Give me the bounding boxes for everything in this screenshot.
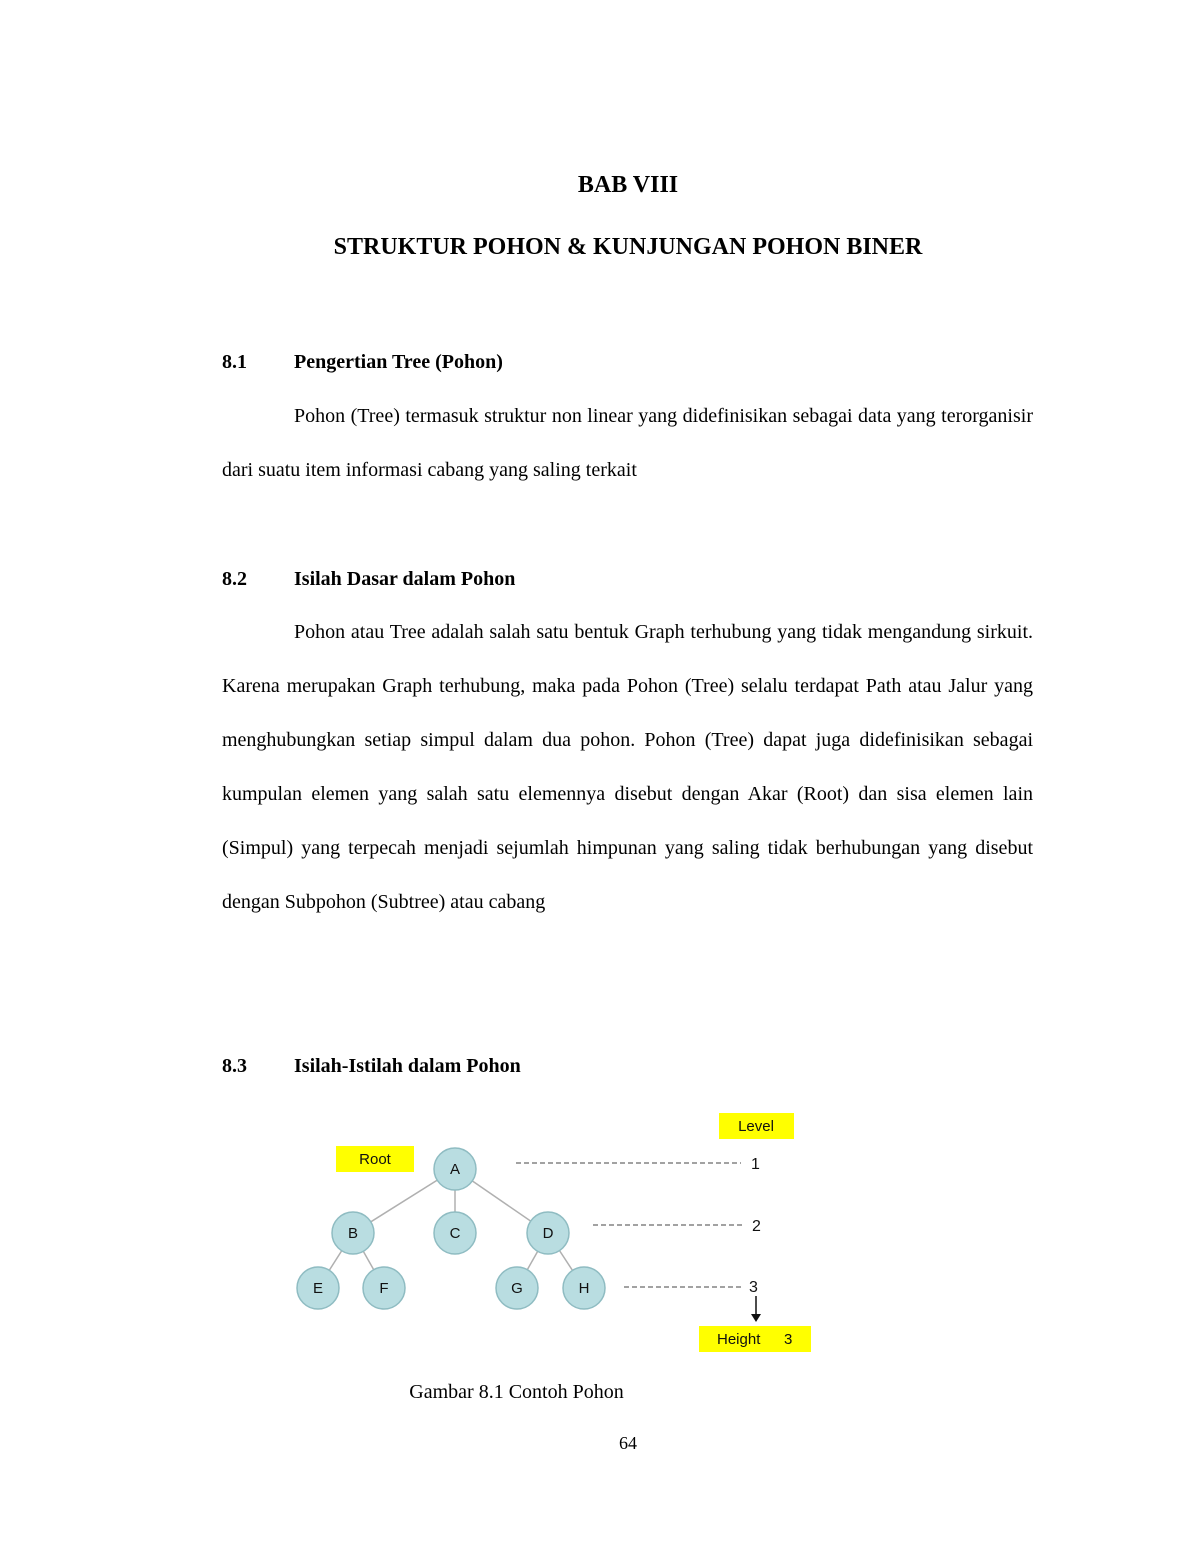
level-number: 2	[752, 1218, 761, 1235]
tree-node-label: A	[449, 1161, 461, 1178]
section-title: Pengertian Tree (Pohon)	[294, 351, 503, 373]
tree-node-label: E	[312, 1280, 324, 1297]
tree-node-label: G	[511, 1280, 523, 1297]
level-label: Level	[738, 1118, 774, 1135]
level-number: 1	[751, 1156, 760, 1173]
tree-node-label: C	[449, 1225, 461, 1242]
tree-node-label: H	[578, 1280, 590, 1297]
chapter-title: STRUKTUR POHON & KUNJUNGAN POHON BINER	[333, 234, 923, 260]
section-number: 8.3	[222, 1055, 247, 1077]
tree-node-label: D	[542, 1225, 554, 1242]
tree-node-label: B	[347, 1225, 359, 1242]
height-label: Height	[717, 1331, 761, 1348]
section-paragraph: Pohon (Tree) termasuk struktur non linear yang didefinisikan sebagai data yang terorganisir dari suatu item informasi cabang yang saling terkait	[222, 405, 1033, 481]
page-number: 64	[619, 1433, 637, 1453]
section-paragraph: Pohon atau Tree adalah salah satu bentuk Graph terhubung yang tidak mengandung sirkuit. Karena merupakan Graph terhubung, maka pada Pohon (Tree) selalu terdapat Path atau Jalur yang menghubungkan setiap simpul dalam dua pohon. Pohon (Tree) dapat juga didefinisikan sebagai kumpulan elemen yang salah satu elemennya disebut dengan Akar (Root) dan sisa elemen lain (Simpul) yang terpecah menjadi sejumlah himpunan yang saling tidak berhubungan yang disebut dengan Subpohon (Subtree) atau cabang	[222, 621, 1033, 913]
level-number: 3	[749, 1279, 758, 1296]
height-value: 3	[784, 1331, 793, 1348]
figure-caption: Gambar 8.1 Contoh Pohon	[409, 1381, 624, 1403]
section-title: Isilah Dasar dalam Pohon	[294, 568, 516, 590]
tree-node-label: F	[379, 1280, 389, 1297]
section-number: 8.1	[222, 351, 247, 373]
root-label: Root	[359, 1151, 391, 1168]
section-number: 8.2	[222, 568, 247, 590]
arrow-head-icon	[751, 1314, 761, 1322]
section-title: Isilah-Istilah dalam Pohon	[294, 1055, 521, 1077]
chapter-heading: BAB VIII	[577, 172, 679, 198]
